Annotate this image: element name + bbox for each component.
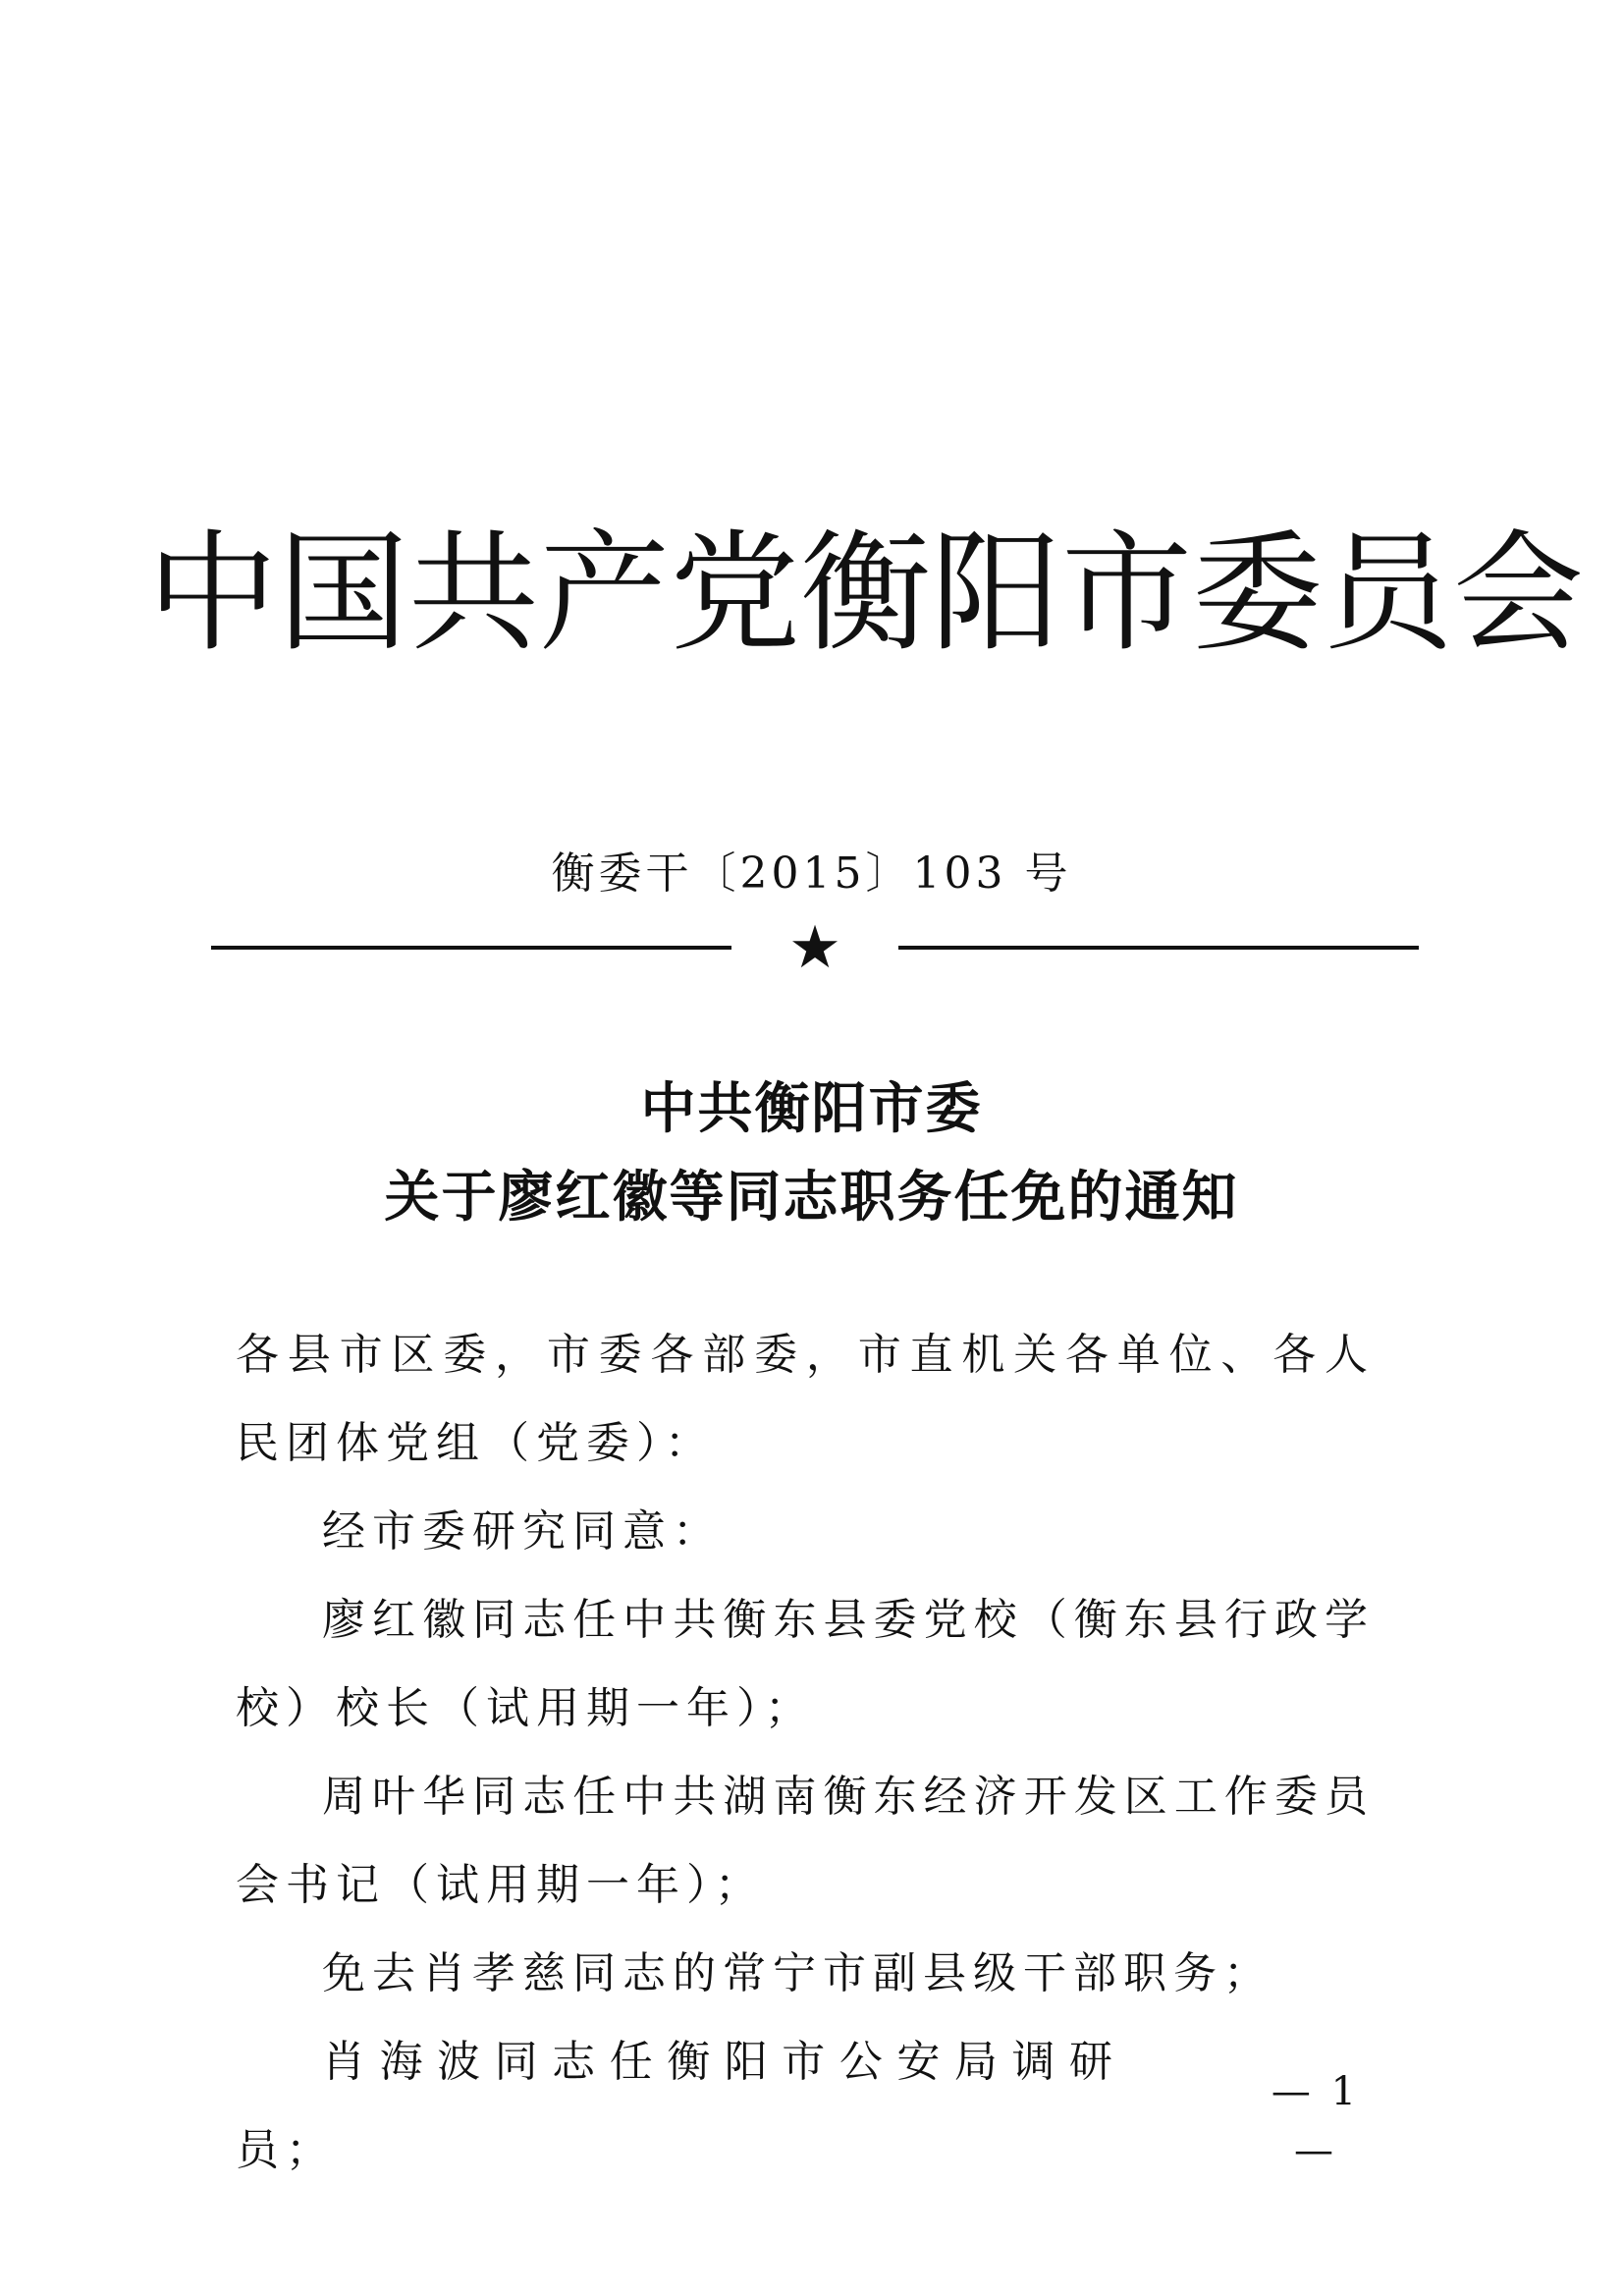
notice-title-line2: 关于廖红徽等同志职务任免的通知 — [384, 1166, 1239, 1230]
body-paragraph: 肖海波同志任衡阳市公安局调研员； — [236, 2037, 1119, 2175]
body-paragraph: 廖红徽同志任中共衡东县委党校（衡东县行政学校）校长（试用期一年）； — [236, 1595, 1375, 1733]
page-number: — 1 — — [1271, 2069, 1361, 2173]
body-paragraph: 免去肖孝慈同志的常宁市副县级干部职务； — [322, 1948, 1273, 1998]
notice-title-line1: 中共衡阳市委 — [640, 1077, 983, 1141]
separator-line-right — [898, 946, 1419, 950]
body-paragraph: 周叶华同志任中共湖南衡东经济开发区工作委员会书记（试用期一年）； — [236, 1772, 1375, 1910]
issuer-title: 中国共产党衡阳市委员会 — [147, 519, 1584, 670]
document-number: 衡委干〔2015〕103 号 — [551, 848, 1072, 899]
separator-line-left — [211, 946, 731, 950]
star-separator — [211, 913, 1419, 982]
star-icon: ★ — [788, 913, 841, 982]
addressee: 各县市区委，市委各部委，市直机关各单位、各人民团体党组（党委）： — [236, 1330, 1375, 1468]
body-paragraph: 经市委研究同意： — [322, 1506, 723, 1557]
